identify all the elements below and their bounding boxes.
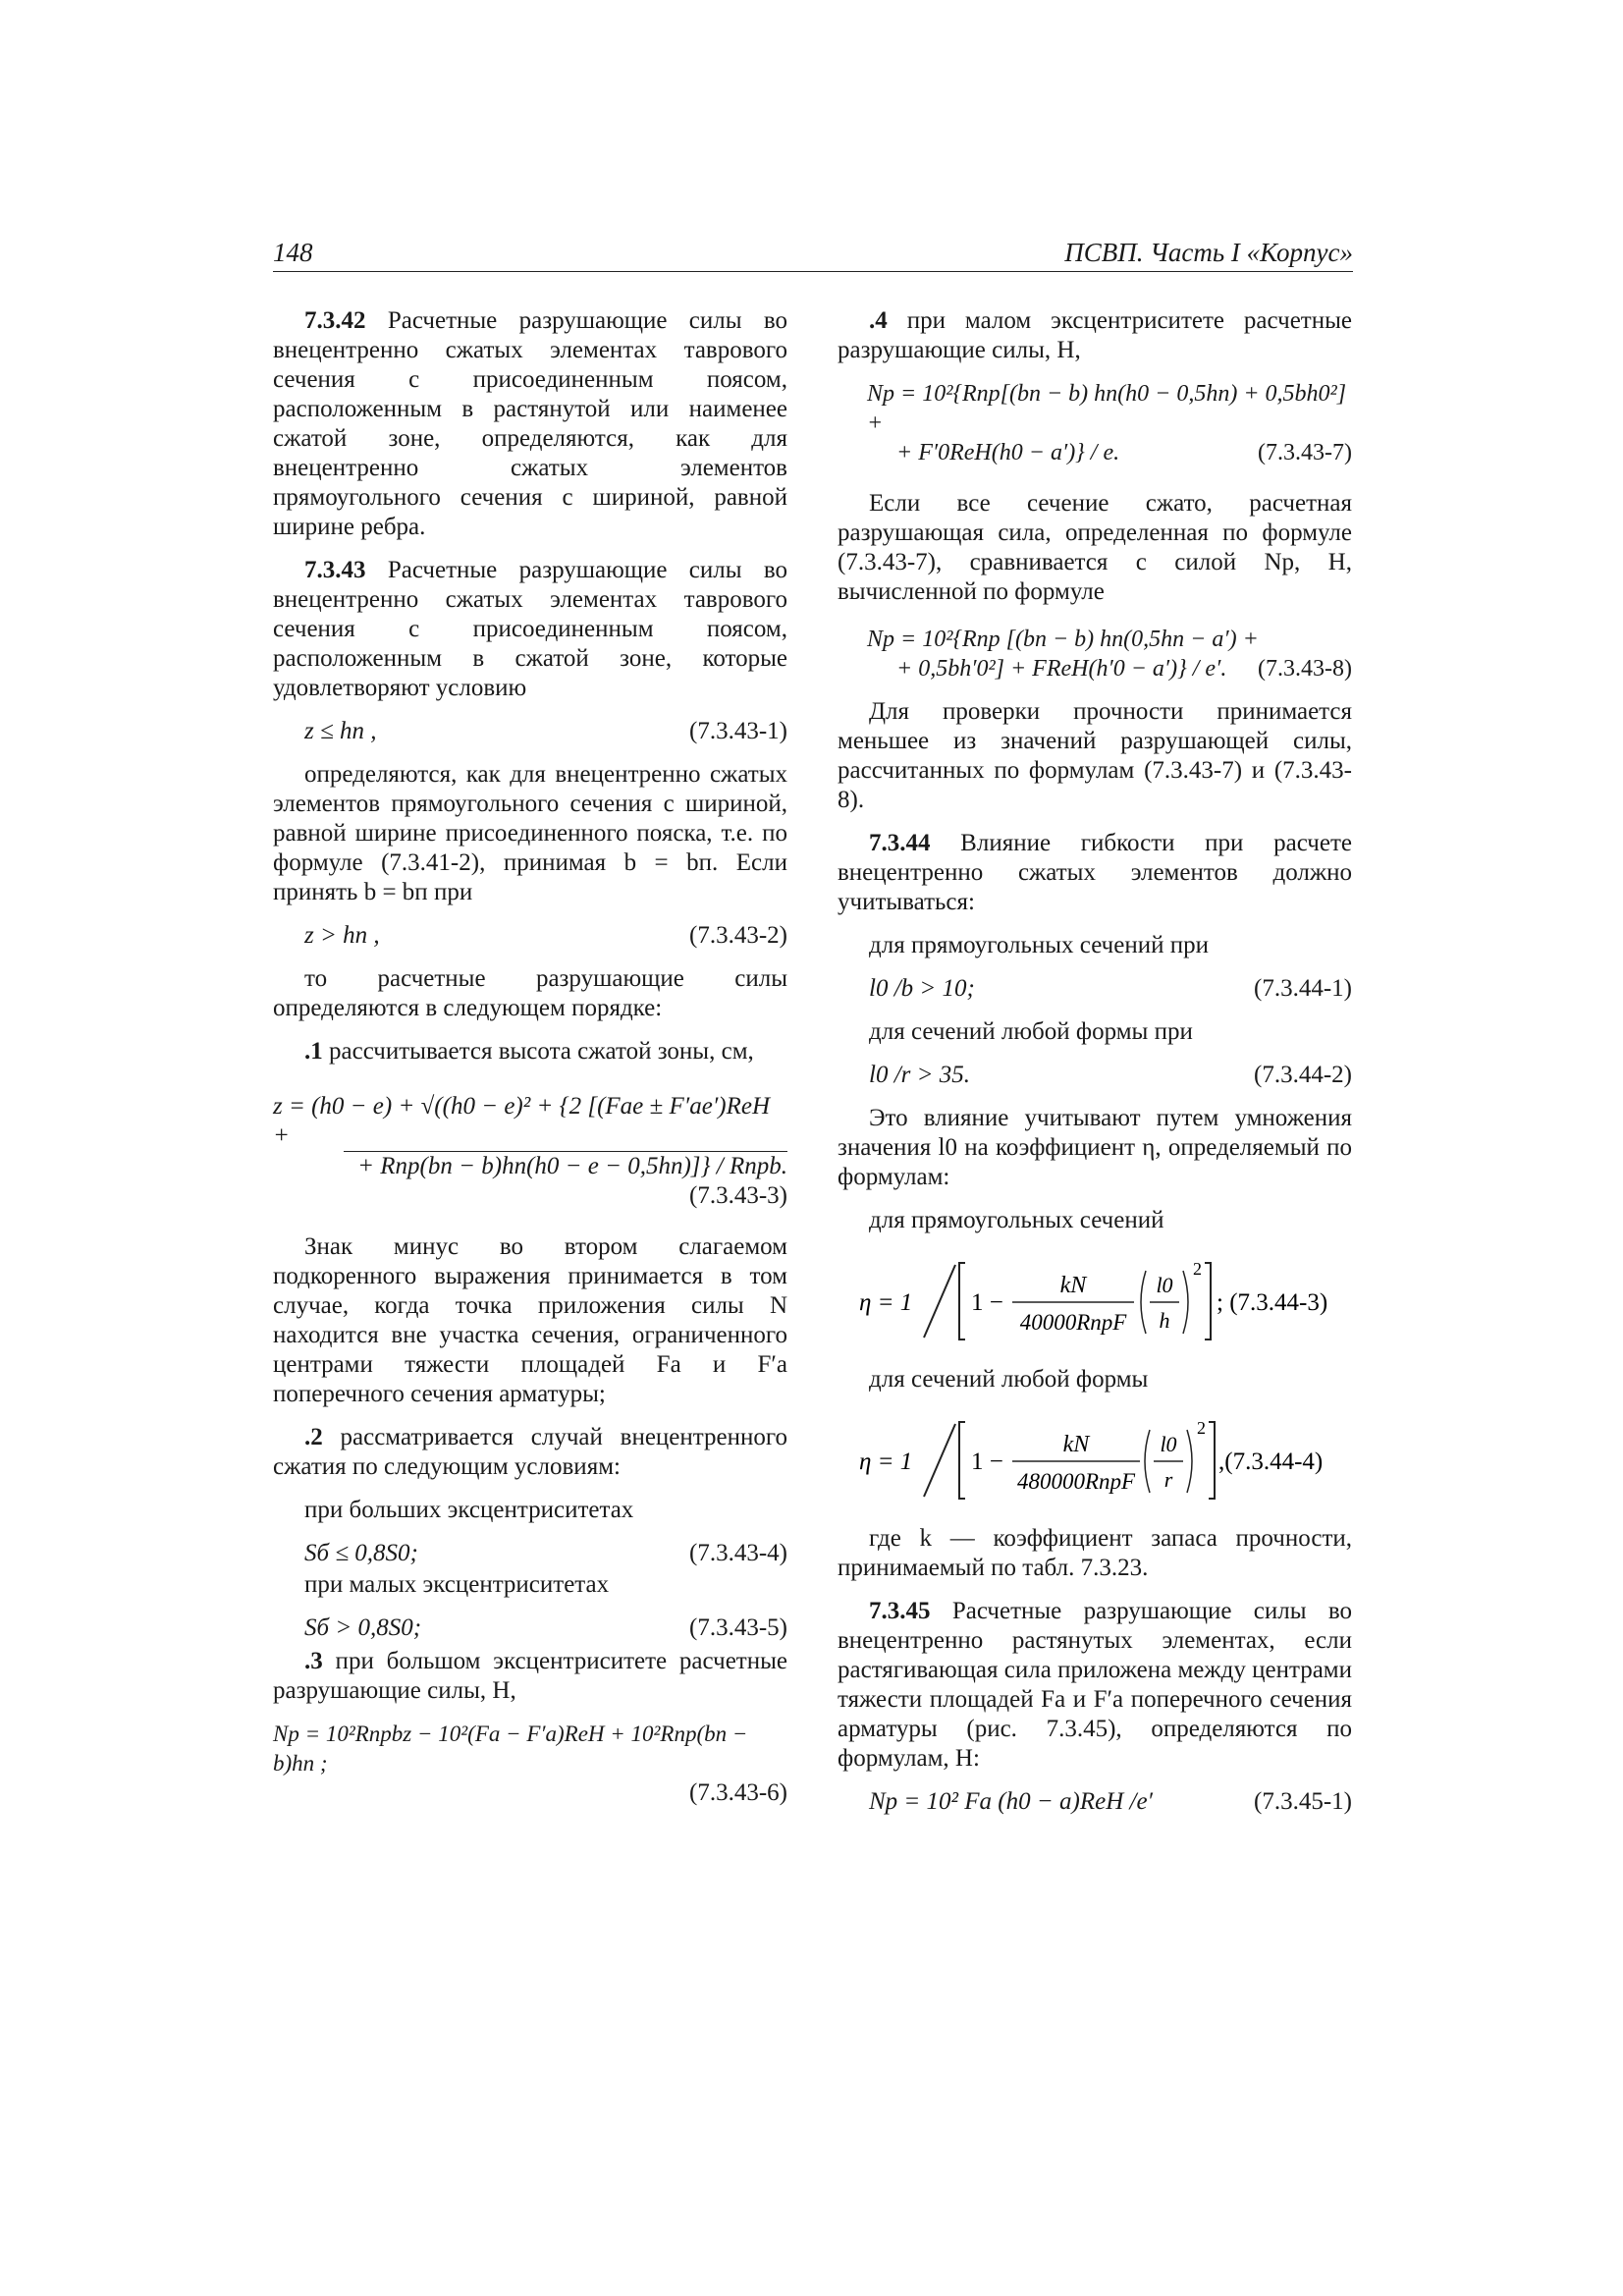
running-title: ПСВП. Часть I «Корпус» xyxy=(1064,238,1353,267)
paragraph-7-3-44 xyxy=(838,829,1352,917)
formula-expression: l0 /r > 35. xyxy=(869,1062,970,1088)
paragraph: для прямоугольных сечений при xyxy=(869,932,1209,958)
formula-7-3-43-2 xyxy=(304,921,787,951)
paragraph-text: Расчетные разрушающие силы во внецентренно сжатых элементах таврового сечения с присоединенным поясом, расположенным в растянутой или наименее сжатой зоне, определяются, как для внецентренно сжатых элементов прямоугольного сечения с шириной, равной ширине ребра. xyxy=(273,307,787,540)
formula-number: (7.3.43-8) xyxy=(1258,656,1352,682)
paragraph-7-3-42 xyxy=(273,306,787,542)
paragraph-item-1 xyxy=(273,1037,787,1066)
page-header xyxy=(273,238,1353,272)
bracket-left xyxy=(959,1422,965,1499)
paragraph: для сечений любой формы при xyxy=(869,1018,1193,1045)
item-number: .2 xyxy=(304,1424,323,1450)
paragraph-text: Влияние гибкости при расчете внецентренно сжатых элементов должно учитываться: xyxy=(838,830,1352,915)
paragraph-text: Расчетные разрушающие силы во внецентренно сжатых элементах таврового сечения с присоединенным поясом, расположенным в сжатой зоне, которые удовлетворяют условию xyxy=(273,557,787,701)
formula-number: ; (7.3.44-3) xyxy=(1217,1289,1328,1316)
formula-line: Np = 10²{Rпр[(bп − b) hп(h0 − 0,5hп) + 0,5bh0²] + xyxy=(867,381,1347,436)
formula-7-3-43-1 xyxy=(304,717,787,746)
paren-right xyxy=(1183,1271,1188,1334)
formula-expression: Np = 10² Fa (h0 − a)ReH /e′ xyxy=(869,1788,1154,1815)
paragraph-text: рассчитывается высота сжатой зоны, см, xyxy=(322,1038,754,1065)
right-column xyxy=(838,306,1352,1831)
item-number: .3 xyxy=(304,1648,323,1674)
formula-number: (7.3.43-6) xyxy=(689,1779,787,1806)
formula-number: (7.3.44-1) xyxy=(1254,975,1352,1002)
numerator: kN xyxy=(1059,1273,1087,1298)
paragraph: Знак минус во втором слагаемом подкоренного выражения принимается в том случае, когда точка приложения силы N находится вне участка сечения, ограниченного центрами тяжести площадей Fa и F′a поперечного сечения арматуры; xyxy=(273,1233,787,1407)
paragraph: Если все сечение сжато, расчетная разрушающая сила, определенная по формуле (7.3.43-7), сравнивается с силой Np, Н, вычисленной по формуле xyxy=(838,490,1352,605)
paragraph-text: Расчетные разрушающие силы во внецентренно растянутых элементах, если растягивающая сила приложена между центрами тяжести площадей Fa и F′a поперечного сечения арматуры (рис. 7.3.45), определяются по формулам, Н: xyxy=(838,1598,1352,1772)
formula-line: + F′0ReH(h0 − a′)} / e. xyxy=(896,440,1120,465)
formula-number: (7.3.44-2) xyxy=(1254,1062,1352,1088)
paragraph-text: рассматривается случай внецентренного сжатия по следующим условиям: xyxy=(273,1424,787,1480)
division-slash xyxy=(924,1265,955,1338)
paragraph-text: при большом эксцентриситете расчетные разрушающие силы, Н, xyxy=(273,1648,787,1704)
paragraph: определяются, как для внецентренно сжатых элементов прямоугольного сечения с шириной, равной ширине присоединенного пояска, т.е. по формуле (7.3.41-2), принимая b = bп. Если принять b = bп при xyxy=(273,761,787,905)
item-number: .1 xyxy=(304,1038,323,1065)
left-column xyxy=(273,306,787,1822)
formula-number: (7.3.43-2) xyxy=(689,922,787,949)
bracket-left xyxy=(959,1263,965,1339)
ratio-denominator: h xyxy=(1159,1308,1170,1333)
ratio-numerator: l0 xyxy=(1160,1432,1177,1456)
paren-left xyxy=(1145,1430,1150,1493)
paren-right xyxy=(1187,1430,1192,1493)
paragraph: для сечений любой формы xyxy=(869,1366,1149,1393)
page-number: 148 xyxy=(273,238,313,267)
formula-number: ,(7.3.44-4) xyxy=(1218,1449,1324,1475)
numerator: kN xyxy=(1062,1432,1090,1457)
formula-graphic xyxy=(839,1412,1350,1506)
ratio-denominator: r xyxy=(1163,1467,1173,1492)
formula-number: (7.3.43-5) xyxy=(689,1614,787,1641)
section-number: 7.3.43 xyxy=(304,557,366,583)
paragraph-7-3-43 xyxy=(273,556,787,703)
formula-number: (7.3.45-1) xyxy=(1254,1788,1352,1815)
formula-expression: z > hп , xyxy=(304,922,380,949)
paragraph: Это влияние учитывают путем умножения значения l0 на коэффициент η, определяемый по формулам: xyxy=(838,1105,1352,1190)
exponent: 2 xyxy=(1197,1418,1206,1438)
formula-7-3-43-7 xyxy=(867,379,1352,467)
paragraph: где k — коэффициент запаса прочности, принимаемый по табл. 7.3.23. xyxy=(838,1525,1352,1581)
formula-7-3-45-1 xyxy=(869,1787,1352,1817)
formula-expression: z ≤ hп , xyxy=(304,718,377,744)
formula-number: (7.3.43-1) xyxy=(689,718,787,744)
formula-line: + Rпр(bп − b)hп(h0 − e − 0,5hп)]} / Rпрb. xyxy=(344,1151,787,1181)
formula-line: Np = 10²{Rпр [(bп − b) hп(0,5hп − a′) + xyxy=(867,627,1259,652)
paragraph: при малых эксцентриситетах xyxy=(304,1571,610,1598)
formula-line: Np = 10²Rпрbz − 10²(Fa − F′a)ReH + 10²Rпр(bп − b)hп ; xyxy=(273,1722,748,1776)
formula-expression: l0 /b > 10; xyxy=(869,975,975,1002)
formula-7-3-43-6 xyxy=(273,1720,787,1808)
paragraph-item-4 xyxy=(838,306,1352,365)
paragraph: для прямоугольных сечений xyxy=(869,1207,1164,1233)
section-number: 7.3.44 xyxy=(869,830,931,856)
formula-7-3-43-5 xyxy=(304,1613,787,1643)
item-number: .4 xyxy=(869,307,888,334)
paragraph: при больших эксцентриситетах xyxy=(304,1497,634,1523)
one-minus: 1 − xyxy=(971,1289,1003,1316)
formula-lhs: η = 1 xyxy=(859,1449,913,1475)
formula-expression: Sб > 0,8S0; xyxy=(304,1614,422,1641)
formula-line: z = (h0 − e) + √((h0 − e)² + {2 [(Fae ± F′ae′)ReH + xyxy=(273,1093,771,1149)
denominator: 40000RпрF xyxy=(1019,1310,1127,1335)
division-slash xyxy=(924,1424,955,1497)
paragraph-item-2 xyxy=(273,1423,787,1482)
formula-7-3-44-4 xyxy=(838,1412,1352,1506)
paren-left xyxy=(1141,1271,1146,1334)
bracket-right xyxy=(1205,1263,1211,1339)
formula-7-3-44-2 xyxy=(869,1061,1352,1090)
exponent: 2 xyxy=(1193,1259,1202,1279)
paragraph-7-3-45 xyxy=(838,1597,1352,1774)
ratio-numerator: l0 xyxy=(1156,1273,1173,1297)
formula-7-3-43-8 xyxy=(867,625,1352,683)
denominator: 480000RпрF xyxy=(1016,1469,1136,1494)
section-number: 7.3.45 xyxy=(869,1598,931,1624)
formula-7-3-44-3 xyxy=(838,1253,1352,1347)
paragraph: то расчетные разрушающие силы определяются в следующем порядке: xyxy=(273,965,787,1021)
formula-line: + 0,5bh′0²] + FReH(h′0 − a′)} / e′. xyxy=(896,656,1227,682)
paragraph: Для проверки прочности принимается меньшее из значений разрушающей силы, рассчитанных по формулам (7.3.43-7) и (7.3.43-8). xyxy=(838,698,1352,813)
formula-graphic xyxy=(839,1253,1350,1347)
formula-expression: Sб ≤ 0,8S0; xyxy=(304,1540,418,1566)
formula-7-3-43-4 xyxy=(304,1539,787,1568)
section-number: 7.3.42 xyxy=(304,307,366,334)
paragraph-text: при малом эксцентриситете расчетные разрушающие силы, Н, xyxy=(838,307,1352,363)
formula-number: (7.3.43-7) xyxy=(1258,440,1352,465)
paragraph-item-3 xyxy=(273,1647,787,1706)
one-minus: 1 − xyxy=(971,1449,1003,1475)
formula-7-3-43-3 xyxy=(273,1092,787,1211)
bracket-right xyxy=(1209,1422,1215,1499)
formula-number: (7.3.43-4) xyxy=(689,1540,787,1566)
formula-number: (7.3.43-3) xyxy=(689,1182,787,1209)
formula-lhs: η = 1 xyxy=(859,1289,913,1316)
formula-7-3-44-1 xyxy=(869,974,1352,1004)
